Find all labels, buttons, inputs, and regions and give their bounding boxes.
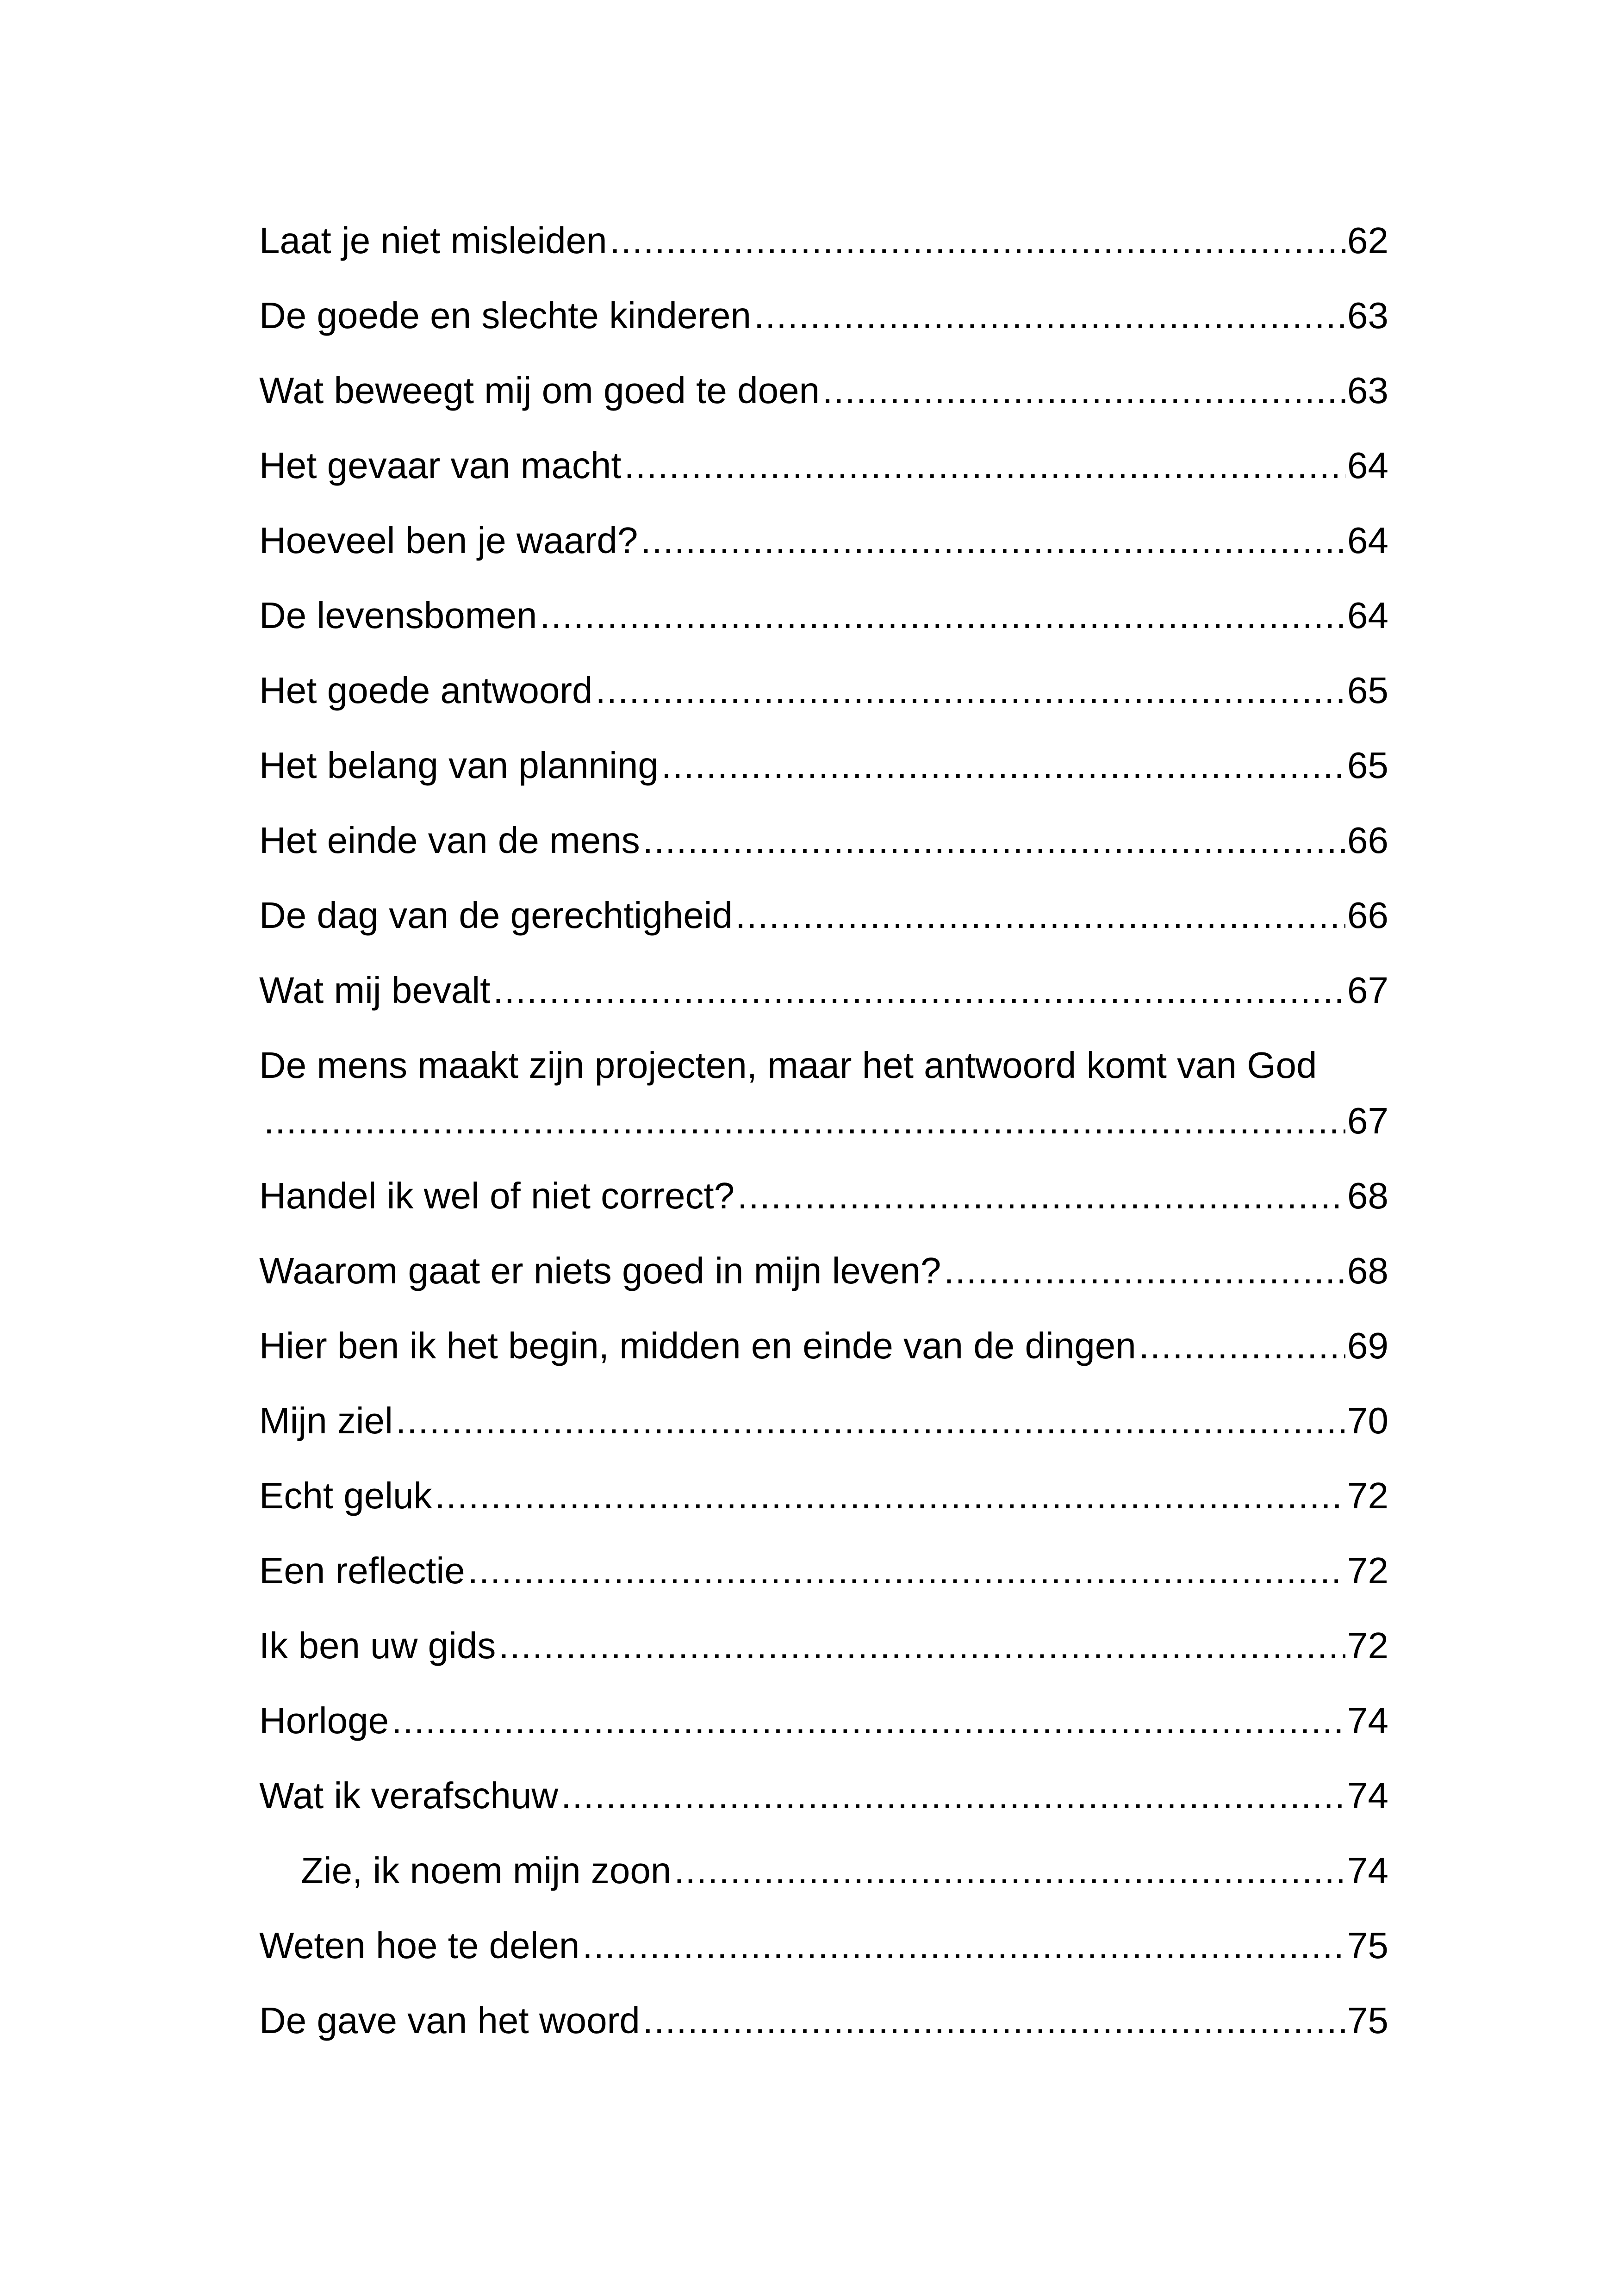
toc-entry-title: Het belang van planning bbox=[259, 742, 661, 789]
toc-entry-page: 74 bbox=[1347, 1700, 1388, 1741]
toc-entry[interactable] bbox=[259, 517, 1388, 592]
toc-entry-page: 72 bbox=[1347, 1625, 1388, 1666]
toc-leader-dots bbox=[944, 1248, 1345, 1294]
toc-entry-page: 64 bbox=[1347, 595, 1388, 636]
toc-entry[interactable] bbox=[259, 1042, 1388, 1173]
toc-entry-title: Echt geluk bbox=[259, 1473, 435, 1519]
toc-entry-page: 68 bbox=[1347, 1175, 1388, 1216]
toc-entry-page: 69 bbox=[1347, 1325, 1388, 1366]
toc-leader-dots bbox=[737, 1173, 1345, 1219]
toc-entry[interactable] bbox=[259, 1548, 1388, 1623]
toc-entry-page: 67 bbox=[1347, 970, 1388, 1011]
toc-leader-dots bbox=[396, 1398, 1345, 1444]
toc-entry-page: 70 bbox=[1347, 1400, 1388, 1441]
toc-entry[interactable] bbox=[259, 667, 1388, 742]
toc-entry[interactable] bbox=[259, 1473, 1388, 1548]
toc-entry-page: 75 bbox=[1347, 2000, 1388, 2041]
toc-entry-page: 66 bbox=[1347, 895, 1388, 936]
toc-entry-title: Waarom gaat er niets goed in mijn leven? bbox=[259, 1248, 944, 1294]
toc-entry-title: Zie, ik noem mijn zoon bbox=[301, 1848, 674, 1894]
toc-entry-title: Weten hoe te delen bbox=[259, 1923, 582, 1969]
toc-leader-dots bbox=[1139, 1323, 1345, 1369]
toc-leader-dots bbox=[641, 517, 1345, 564]
toc-entry-title: Het goede antwoord bbox=[259, 667, 596, 714]
toc-entry-page: 68 bbox=[1347, 1250, 1388, 1291]
toc-entry[interactable] bbox=[259, 1923, 1388, 1997]
toc-leader-dots bbox=[596, 667, 1346, 714]
toc-entry[interactable] bbox=[259, 1398, 1388, 1473]
toc-entry-title: Ik ben uw gids bbox=[259, 1623, 498, 1669]
table-of-contents bbox=[259, 218, 1388, 2072]
toc-entry-title: Hoeveel ben je waard? bbox=[259, 517, 641, 564]
toc-entry-page: 65 bbox=[1347, 745, 1388, 786]
toc-leader-dots bbox=[582, 1923, 1345, 1969]
toc-entry[interactable] bbox=[259, 1773, 1388, 1848]
toc-leader-dots bbox=[754, 292, 1345, 339]
toc-entry-title: De dag van de gerechtigheid bbox=[259, 892, 735, 939]
toc-entry-title: Een reflectie bbox=[259, 1548, 468, 1594]
toc-entry[interactable] bbox=[259, 442, 1388, 517]
toc-entry-page: 72 bbox=[1347, 1475, 1388, 1516]
toc-entry-page: 63 bbox=[1347, 295, 1388, 336]
toc-leader-dots bbox=[498, 1623, 1345, 1669]
toc-entry-title: Horloge bbox=[259, 1698, 392, 1744]
toc-entry[interactable] bbox=[259, 1323, 1388, 1398]
toc-entry-page: 63 bbox=[1347, 370, 1388, 411]
toc-entry-title: De gave van het woord bbox=[259, 1997, 643, 2044]
toc-leader-dots bbox=[643, 1997, 1345, 2044]
toc-entry-page: 74 bbox=[1347, 1775, 1388, 1816]
toc-entry-title: Het gevaar van macht bbox=[259, 442, 624, 489]
toc-entry-page: 66 bbox=[1347, 820, 1388, 861]
toc-entry-page: 65 bbox=[1347, 670, 1388, 711]
toc-entry[interactable] bbox=[259, 367, 1388, 442]
toc-leader-dots bbox=[610, 218, 1345, 264]
toc-entry-title: Wat ik verafschuw bbox=[259, 1773, 561, 1819]
toc-entry-title: Wat beweegt mij om goed te doen bbox=[259, 367, 822, 414]
toc-leader-dots bbox=[468, 1548, 1345, 1594]
toc-entry[interactable] bbox=[259, 817, 1388, 892]
toc-entry[interactable] bbox=[259, 218, 1388, 292]
toc-entry[interactable] bbox=[259, 967, 1388, 1042]
toc-leader-dots bbox=[661, 742, 1345, 789]
toc-entry-title: Mijn ziel bbox=[259, 1398, 396, 1444]
toc-leader-dots bbox=[735, 892, 1345, 939]
toc-leader-dots bbox=[259, 1098, 1345, 1144]
toc-leader-dots bbox=[493, 967, 1345, 1014]
toc-entry[interactable] bbox=[259, 1997, 1388, 2072]
toc-entry[interactable] bbox=[259, 1623, 1388, 1698]
toc-entry-title: De mens maakt zijn projecten, maar het antwoord komt van God bbox=[259, 1045, 1317, 1086]
toc-leader-dots bbox=[674, 1848, 1345, 1894]
toc-entry[interactable] bbox=[259, 742, 1388, 817]
toc-leader-dots bbox=[624, 442, 1345, 489]
toc-entry[interactable] bbox=[259, 1698, 1388, 1773]
toc-entry-page: 62 bbox=[1347, 220, 1388, 261]
toc-entry-page: 75 bbox=[1347, 1925, 1388, 1966]
toc-entry[interactable] bbox=[259, 1848, 1388, 1923]
toc-entry-title: De goede en slechte kinderen bbox=[259, 292, 754, 339]
toc-leader-dots bbox=[392, 1698, 1345, 1744]
toc-entry-title: De levensbomen bbox=[259, 592, 540, 639]
toc-leader-dots bbox=[540, 592, 1345, 639]
toc-entry-page: 74 bbox=[1347, 1850, 1388, 1891]
toc-entry-title: Wat mij bevalt bbox=[259, 967, 493, 1014]
toc-entry[interactable] bbox=[259, 892, 1388, 967]
toc-entry-title: Hier ben ik het begin, midden en einde van de dingen bbox=[259, 1323, 1139, 1369]
toc-entry-title: Het einde van de mens bbox=[259, 817, 643, 864]
toc-entry-title: Handel ik wel of niet correct? bbox=[259, 1173, 737, 1219]
toc-leader-dots bbox=[643, 817, 1345, 864]
toc-entry[interactable] bbox=[259, 1248, 1388, 1323]
toc-entry-page: 72 bbox=[1347, 1550, 1388, 1591]
toc-leader-dots bbox=[561, 1773, 1345, 1819]
toc-entry[interactable] bbox=[259, 1173, 1388, 1248]
toc-entry-page: 64 bbox=[1347, 520, 1388, 561]
toc-entry-title: Laat je niet misleiden bbox=[259, 218, 610, 264]
toc-entry[interactable] bbox=[259, 292, 1388, 367]
toc-entry[interactable] bbox=[259, 592, 1388, 667]
toc-entry-page: 67 bbox=[1347, 1100, 1388, 1141]
toc-leader-dots bbox=[822, 367, 1345, 414]
toc-leader-dots bbox=[435, 1473, 1345, 1519]
toc-entry-page: 64 bbox=[1347, 445, 1388, 486]
